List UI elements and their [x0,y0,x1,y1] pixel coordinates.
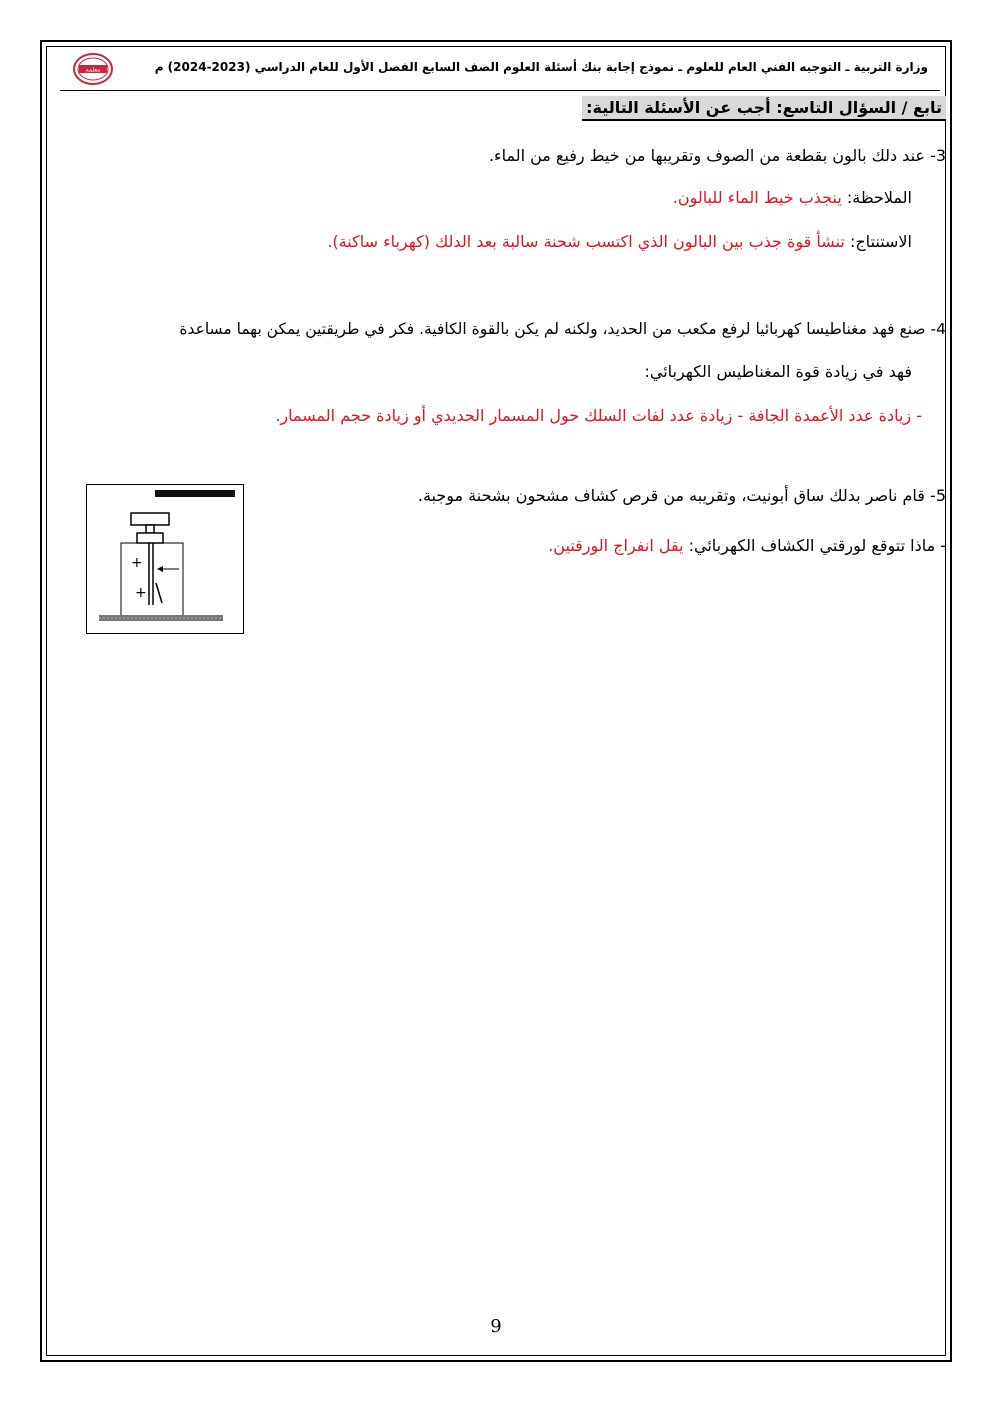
question-3-observation [673,188,912,207]
conclusion-label: الاستنتاج: [849,232,912,251]
question-3-conclusion [327,232,912,251]
plus-sign-1: + [131,555,143,571]
question-5-question [548,536,946,555]
question-5-text: 5- قام ناصر بدلك ساق أبونيت، وتقريبه من قرص كشاف مشحون بشحنة موجبة. [417,486,946,505]
question-4-line-2: فهد في زيادة قوة المغناطيس الكهربائي: [644,362,912,381]
logo-text: معلمه [85,66,101,74]
header-title: وزارة التربية ـ التوجيه الفني العام للعلوم ـ نموذج إجابة بنك أسئلة العلوم الصف السابع الفصل الأول للعام الدراسي (2023-2024) م [154,60,928,74]
page-header [60,48,940,91]
electroscope-figure [86,484,244,634]
question-4-line-1: 4- صنع فهد مغناطيسا كهربائيا لرفع مكعب من الحديد، ولكنه لم يكن بالقوة الكافية. فكر في طريقتين يمكن بهما مساعدة [179,320,946,338]
observation-answer: ينجذب خيط الماء للبالون. [672,188,842,207]
electroscope-jar [121,543,183,615]
question-5-answer: يقل انفراج الورقتين. [548,536,684,555]
arrow-icon [157,566,163,572]
observation-label: الملاحظة: [846,188,912,207]
ebonite-rod [155,490,235,497]
electroscope-disc [131,513,169,525]
plus-sign-2: + [135,585,147,601]
electroscope-leaf [156,583,162,603]
conclusion-answer: تنشأ قوة جذب بين البالون الذي اكتسب شحنة سالبة بعد الدلك (كهرباء ساكنة). [327,232,845,251]
question-4-answer: - زيادة عدد الأعمدة الجافة - زيادة عدد لفات السلك حول المسمار الحديدي أو زيادة حجم المسمار. [275,406,922,425]
question-3-text: 3- عند دلك بالون بقطعة من الصوف وتقريبها من خيط رفيع من الماء. [488,146,946,165]
ministry-logo [72,52,114,86]
section-title: تابع / السؤال التاسع: أجب عن الأسئلة التالية: [582,96,946,121]
question-5-prompt: - ماذا تتوقع لورقتي الكشاف الكهربائي: [688,536,946,555]
electroscope-drawing [87,485,243,633]
page-number: 9 [490,1316,502,1337]
